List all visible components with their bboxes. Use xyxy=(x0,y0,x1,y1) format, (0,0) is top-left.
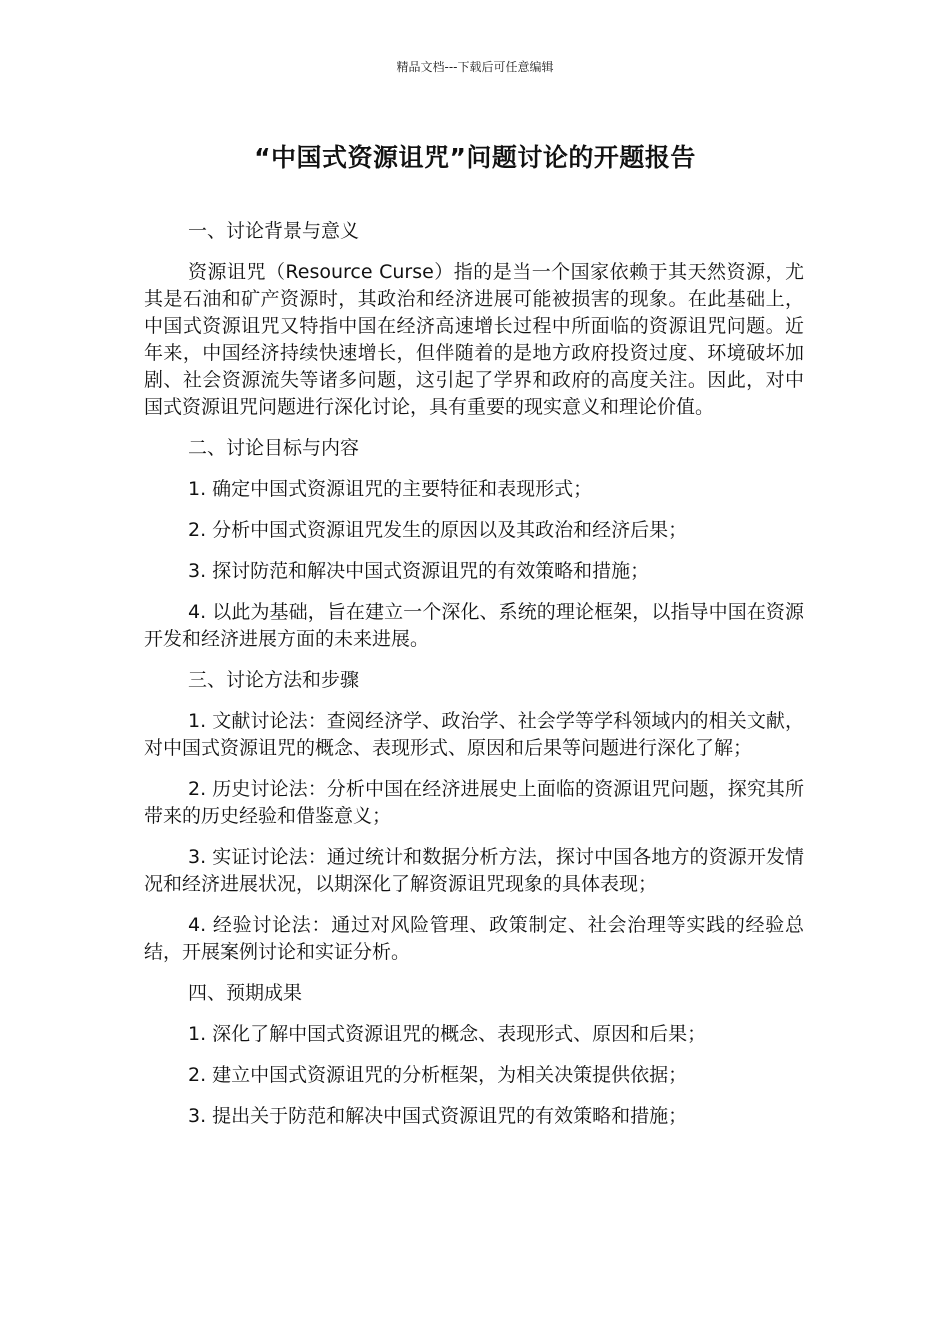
goal-item-2: 2. 分析中国式资源诅咒发生的原因以及其政治和经济后果； xyxy=(188,519,688,541)
section-heading-outcomes: 四、预期成果 xyxy=(188,982,303,1004)
outcome-item-2: 2. 建立中国式资源诅咒的分析框架，为相关决策提供依据； xyxy=(188,1064,688,1086)
goal-item-3: 3. 探讨防范和解决中国式资源诅咒的有效策略和措施； xyxy=(188,560,650,582)
document-title: “中国式资源诅咒”问题讨论的开题报告 xyxy=(254,143,696,172)
goal-item-1: 1. 确定中国式资源诅咒的主要特征和表现形式； xyxy=(188,478,593,500)
paragraph-background: 资源诅咒（Resource Curse）指的是当一个国家依赖于其天然资源，尤其是石油和矿产资源时，其政治和经济进展可能被损害的现象。在此基础上，中国式资源诅咒又特指中国在经济高速增长过程中所面临的资源诅咒问题。近年来，中国经济持续快速增长，但伴随着的是地方政府投资过度、环境破坏加剧、社会资源流失等诸多问题，这引起了学界和政府的高度关注。因此，对中国式资源诅咒问题进行深化讨论，具有重要的现实意义和理论价值。 xyxy=(144,261,804,418)
goal-item-4: 4. 以此为基础，旨在建立一个深化、系统的理论框架，以指导中国在资源开发和经济进展方面的未来进展。 xyxy=(144,601,804,650)
outcome-item-1: 1. 深化了解中国式资源诅咒的概念、表现形式、原因和后果； xyxy=(188,1023,707,1045)
method-item-1: 1. 文献讨论法：查阅经济学、政治学、社会学等学科领域内的相关文献，对中国式资源诅咒的概念、表现形式、原因和后果等问题进行深化了解； xyxy=(144,710,804,759)
outcome-item-3: 3. 提出关于防范和解决中国式资源诅咒的有效策略和措施； xyxy=(188,1105,688,1127)
section-heading-methods: 三、讨论方法和步骤 xyxy=(188,669,360,691)
section-heading-goals: 二、讨论目标与内容 xyxy=(188,437,360,459)
method-item-4: 4. 经验讨论法：通过对风险管理、政策制定、社会治理等实践的经验总结，开展案例讨论和实证分析。 xyxy=(144,914,804,963)
document-body xyxy=(144,218,804,1144)
section-heading-background: 一、讨论背景与意义 xyxy=(188,220,360,242)
method-item-3: 3. 实证讨论法：通过统计和数据分析方法，探讨中国各地方的资源开发情况和经济进展状况，以期深化了解资源诅咒现象的具体表现； xyxy=(144,846,804,895)
method-item-2: 2. 历史讨论法：分析中国在经济进展史上面临的资源诅咒问题，探究其所带来的历史经验和借鉴意义； xyxy=(144,778,804,827)
header-note: 精品文档---下载后可任意编辑 xyxy=(396,60,554,74)
